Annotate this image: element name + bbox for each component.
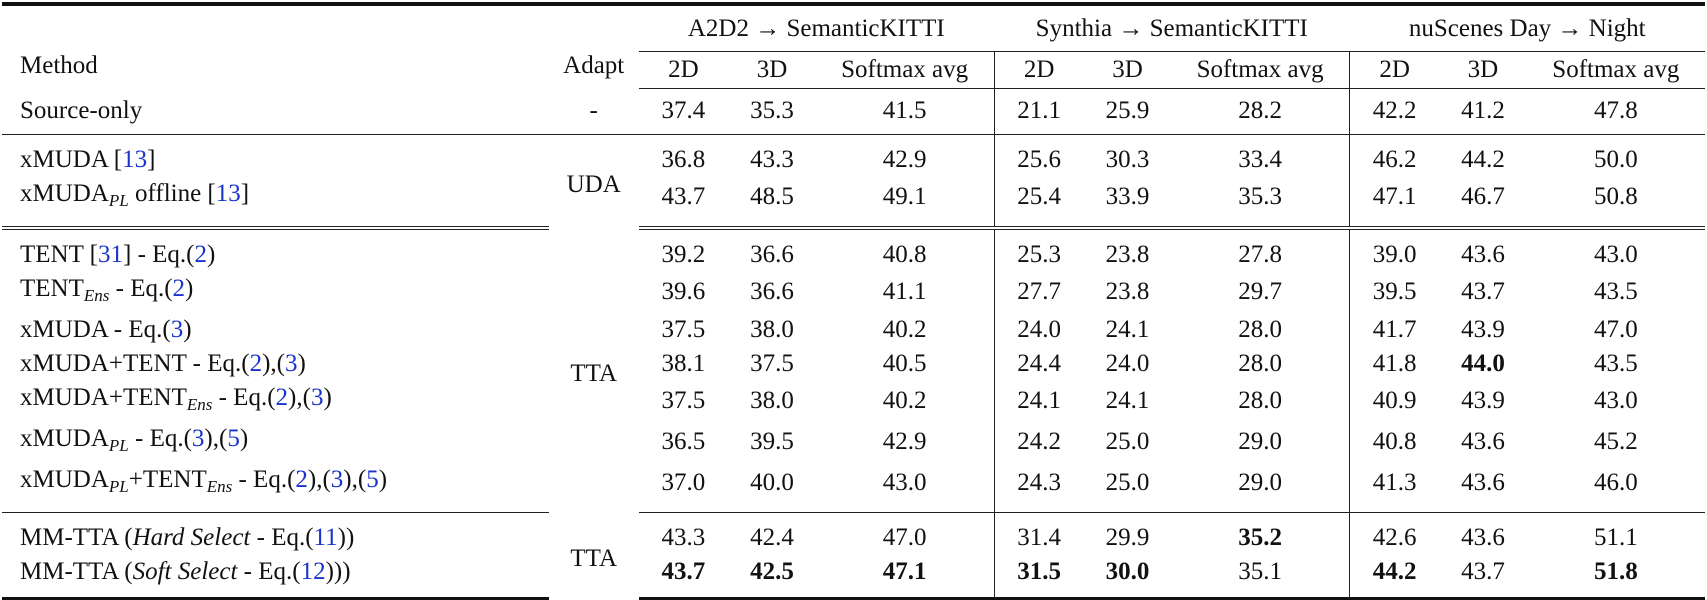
value-cell: 43.9: [1461, 315, 1505, 343]
reference-link[interactable]: 31: [98, 240, 123, 268]
value-cell: 47.1: [816, 555, 994, 599]
value-cell: 24.0: [1105, 349, 1150, 377]
sub-header-softmax: Softmax avg: [816, 52, 994, 88]
table-row: [2, 177, 1705, 228]
value-cell: 43.6: [1439, 463, 1527, 513]
table-row: [2, 381, 1705, 422]
sub-header-2d: 2D: [639, 52, 729, 88]
value-cell: 24.1: [994, 381, 1084, 422]
value-cell: 37.5: [661, 387, 706, 414]
value-cell: 50.8: [1527, 177, 1705, 228]
value-cell: 25.9: [1084, 88, 1172, 134]
value-cell: 44.2: [1461, 145, 1505, 173]
table-row: [2, 272, 1705, 313]
value-cell: 43.3: [750, 145, 794, 173]
method-cell: MM-TTA (Hard Select - Eq.(11)): [20, 523, 355, 551]
value-cell: 36.6: [750, 278, 794, 305]
value-cell: 40.2: [882, 387, 927, 414]
value-cell: 43.6: [1461, 240, 1505, 268]
value-cell: 21.1: [994, 88, 1084, 134]
value-cell: 35.3: [728, 88, 816, 134]
value-cell: 37.5: [661, 315, 706, 343]
equation-link[interactable]: 5: [366, 465, 379, 493]
sub-header-3d: 3D: [1084, 52, 1172, 88]
value-cell: 38.1: [661, 349, 706, 377]
value-cell: 49.1: [816, 177, 994, 228]
value-cell: 28.0: [1238, 349, 1282, 377]
value-cell: 41.3: [1350, 463, 1440, 513]
value-cell: 27.8: [1238, 240, 1282, 268]
value-cell: 46.7: [1439, 177, 1527, 228]
header-row-groups: [2, 6, 1705, 52]
value-cell: 42.6: [1350, 512, 1440, 555]
equation-link[interactable]: 3: [170, 315, 184, 343]
value-cell: 23.8: [1105, 240, 1150, 268]
value-cell: 44.2: [1350, 555, 1440, 599]
value-cell: 47.8: [1527, 88, 1705, 134]
value-cell: 39.2: [661, 240, 706, 268]
value-cell: 39.0: [1350, 228, 1440, 272]
equation-link[interactable]: 3: [284, 349, 298, 377]
method-cell: xMUDA [13]: [20, 145, 156, 173]
method-cell: xMUDA$_{PL}$ - Eq.(3),(5): [20, 424, 249, 455]
value-cell: 37.5: [750, 349, 794, 377]
value-cell: 42.9: [882, 428, 927, 455]
reference-link[interactable]: 13: [215, 179, 241, 207]
value-cell: 41.2: [1439, 88, 1527, 134]
table-row: [2, 228, 1705, 272]
equation-link[interactable]: 12: [300, 557, 326, 585]
value-cell: 36.6: [750, 240, 794, 268]
value-cell: 24.1: [1105, 387, 1150, 414]
equation-link[interactable]: 2: [172, 274, 186, 302]
value-cell: 39.5: [1350, 272, 1440, 313]
group-header-nuscenes: nuScenes Day → Night: [1350, 6, 1706, 52]
table-row: [2, 555, 1705, 599]
value-cell: 29.0: [1171, 463, 1349, 513]
sub-header-2d: 2D: [1350, 52, 1440, 88]
value-cell: 47.1: [1350, 177, 1440, 228]
value-cell: 42.2: [1350, 88, 1440, 134]
equation-link[interactable]: 3: [191, 424, 205, 452]
value-cell: 46.0: [1527, 463, 1705, 513]
value-cell: 51.8: [1527, 555, 1705, 599]
value-cell: 39.6: [661, 278, 706, 305]
value-cell: 25.3: [994, 228, 1084, 272]
table-row: [2, 512, 1705, 555]
table-row: [2, 422, 1705, 463]
method-header: Method: [20, 52, 98, 79]
value-cell: 45.2: [1593, 428, 1638, 455]
group-header-a2d2: A2D2 → SemanticKITTI: [639, 6, 994, 52]
value-cell: 51.1: [1593, 523, 1638, 551]
results-table: [2, 2, 1705, 600]
value-cell: 36.5: [661, 428, 706, 455]
table-row: [2, 88, 1705, 134]
value-cell: 27.7: [994, 272, 1084, 313]
value-cell: 40.2: [882, 315, 927, 343]
method-cell: $xMUDA_{PL}+TENT_{Ens} - Eq.(2),(3),(5)$: [2, 463, 549, 513]
reference-link[interactable]: 13: [122, 145, 148, 173]
group-header-synthia: Synthia → SemanticKITTI: [994, 6, 1349, 52]
value-cell: 23.8: [1105, 278, 1150, 305]
value-cell: 47.0: [882, 523, 927, 551]
value-cell: 43.7: [1461, 278, 1505, 305]
value-cell: 40.9: [1350, 381, 1440, 422]
adapt-cell: TTA: [570, 359, 618, 387]
value-cell: 30.0: [1084, 555, 1172, 599]
equation-link[interactable]: 2: [275, 383, 289, 411]
value-cell: 36.8: [661, 145, 706, 173]
value-cell: 43.0: [1593, 387, 1638, 414]
sub-header-2d: 2D: [994, 52, 1084, 88]
value-cell: 43.7: [639, 177, 729, 228]
value-cell: 25.0: [1105, 428, 1150, 455]
value-cell: 28.2: [1171, 88, 1349, 134]
value-cell: 24.0: [994, 313, 1084, 347]
value-cell: 41.7: [1350, 313, 1440, 347]
method-cell: xMUDA$_{PL}$ offline [13]: [2, 177, 549, 228]
sub-header-3d: 3D: [728, 52, 816, 88]
value-cell: 37.0: [639, 463, 729, 513]
value-cell: 41.8: [1350, 347, 1440, 381]
equation-link[interactable]: 2: [249, 349, 263, 377]
value-cell: 29.7: [1238, 278, 1282, 305]
table-row: [2, 134, 1705, 177]
value-cell: 43.5: [1593, 278, 1638, 305]
value-cell: 43.9: [1461, 387, 1505, 414]
value-cell: 24.3: [994, 463, 1084, 513]
value-cell: 35.2: [1238, 523, 1282, 551]
adapt-cell: TTA: [570, 545, 618, 572]
equation-link[interactable]: 3: [310, 383, 324, 411]
sub-header-softmax: Softmax avg: [1171, 52, 1349, 88]
value-cell: 50.0: [1593, 145, 1638, 173]
value-cell: 28.0: [1238, 315, 1282, 343]
value-cell: 43.6: [1461, 523, 1505, 551]
method-cell: Source-only: [2, 88, 549, 134]
value-cell: 35.1: [1171, 555, 1349, 599]
table-row: [2, 313, 1705, 347]
value-cell: 40.0: [728, 463, 816, 513]
value-cell: 41.5: [816, 88, 994, 134]
equation-link[interactable]: 2: [194, 240, 207, 268]
value-cell: 25.4: [994, 177, 1084, 228]
equation-link[interactable]: 5: [227, 424, 240, 452]
method-cell: $TENT_{Ens} - Eq.(2)$: [20, 274, 194, 305]
value-cell: 44.0: [1461, 349, 1505, 377]
value-cell: 35.3: [1171, 177, 1349, 228]
table-row: [2, 347, 1705, 381]
value-cell: 47.0: [1593, 315, 1638, 343]
value-cell: 28.0: [1238, 387, 1282, 414]
value-cell: 33.4: [1238, 145, 1282, 173]
value-cell: 40.8: [882, 240, 927, 268]
table-row: [2, 463, 1705, 513]
method-cell: $xMUDA+TENT_{Ens} - Eq.(2),(3)$: [20, 383, 332, 414]
equation-link[interactable]: 2: [295, 465, 308, 493]
value-cell: 46.2: [1350, 134, 1440, 177]
method-cell: xMUDA+TENT - Eq.(2),(3): [20, 349, 306, 377]
value-cell: 30.3: [1105, 145, 1150, 173]
value-cell: 24.1: [1105, 315, 1150, 343]
method-cell: TENT [31] - Eq.(2): [20, 240, 216, 268]
value-cell: 41.1: [882, 278, 927, 305]
equation-link[interactable]: 11: [313, 523, 338, 551]
value-cell: 31.5: [994, 555, 1084, 599]
value-cell: 40.8: [1350, 422, 1440, 463]
value-cell: 38.0: [750, 315, 794, 343]
adapt-cell: UDA: [566, 171, 621, 198]
value-cell: 24.2: [994, 422, 1084, 463]
value-cell: 43.0: [1593, 240, 1638, 268]
method-cell: MM-TTA (Soft Select - Eq.(12))): [2, 555, 549, 599]
value-cell: 43.7: [639, 555, 729, 599]
value-cell: 29.9: [1105, 523, 1150, 551]
value-cell: 25.6: [994, 134, 1084, 177]
value-cell: 43.7: [1439, 555, 1527, 599]
value-cell: 24.4: [994, 347, 1084, 381]
value-cell: 38.0: [750, 387, 794, 414]
value-cell: 43.3: [661, 523, 706, 551]
value-cell: 42.5: [728, 555, 816, 599]
value-cell: 43.5: [1593, 349, 1638, 377]
value-cell: 42.4: [750, 523, 794, 551]
method-cell: xMUDA - Eq.(3): [20, 315, 192, 343]
adapt-header: Adapt: [563, 52, 625, 79]
value-cell: 39.5: [750, 428, 794, 455]
value-cell: 31.4: [994, 512, 1084, 555]
value-cell: 43.0: [816, 463, 994, 513]
value-cell: 43.6: [1461, 428, 1505, 455]
value-cell: 37.4: [639, 88, 729, 134]
equation-link[interactable]: 3: [330, 465, 344, 493]
value-cell: 29.0: [1238, 428, 1282, 455]
value-cell: 25.0: [1084, 463, 1172, 513]
sub-header-softmax: Softmax avg: [1527, 52, 1705, 88]
adapt-cell: -: [549, 88, 639, 134]
value-cell: 33.9: [1084, 177, 1172, 228]
value-cell: 42.9: [882, 145, 927, 173]
value-cell: 40.5: [882, 349, 927, 377]
value-cell: 48.5: [728, 177, 816, 228]
sub-header-3d: 3D: [1439, 52, 1527, 88]
